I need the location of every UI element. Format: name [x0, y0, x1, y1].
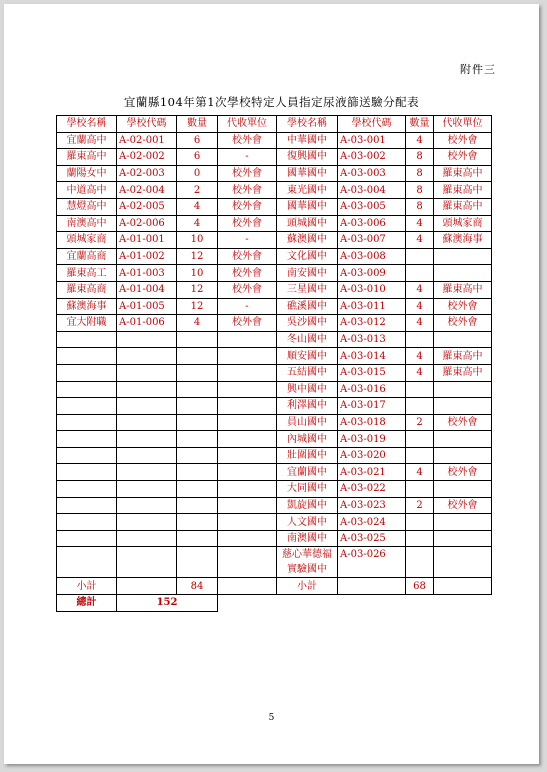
table-cell [117, 414, 177, 431]
table-row [57, 547, 492, 578]
document-title: 宜蘭縣104年第1次學校特定人員指定尿液篩送驗分配表 [123, 95, 420, 109]
table-cell [406, 481, 434, 498]
header-cell: 數量 [177, 116, 218, 133]
table-cell: 大同國中 [277, 481, 338, 498]
table-cell: 國華國中 [277, 165, 338, 182]
table-cell: A-03-006 [338, 215, 406, 232]
table-cell [434, 481, 492, 498]
table-row [57, 298, 492, 315]
header-cell: 學校名稱 [57, 116, 117, 133]
table-cell [218, 497, 277, 514]
table-cell [177, 398, 218, 415]
table-cell [177, 497, 218, 514]
table-row [57, 431, 492, 448]
table-cell: A-03-013 [338, 331, 406, 348]
table-cell [117, 364, 177, 381]
table-row [57, 232, 492, 249]
table-cell: 慧燈高中 [57, 198, 117, 215]
table-cell: 宜大附職 [57, 315, 117, 332]
table-cell [218, 331, 277, 348]
table-cell: A-03-026 [338, 547, 406, 578]
table-cell [177, 331, 218, 348]
table-cell: 復興國中 [277, 149, 338, 166]
table-cell: A-02-004 [117, 182, 177, 199]
table-cell: 4 [177, 215, 218, 232]
table-cell: A-03-009 [338, 265, 406, 282]
table-cell: 校外會 [434, 464, 492, 481]
table-cell: A-03-021 [338, 464, 406, 481]
table-cell [177, 464, 218, 481]
table-cell: 東光國中 [277, 182, 338, 199]
table-row [57, 514, 492, 531]
table-cell [57, 464, 117, 481]
allocation-table [56, 115, 492, 612]
table-cell: 校外會 [218, 281, 277, 298]
table-cell [406, 248, 434, 265]
table-cell [406, 431, 434, 448]
table-cell: 12 [177, 248, 218, 265]
table-cell: A-03-018 [338, 414, 406, 431]
table-cell [117, 497, 177, 514]
table-cell [177, 414, 218, 431]
table-cell [338, 578, 406, 595]
table-cell [406, 514, 434, 531]
table-cell: 4 [406, 298, 434, 315]
table-row [57, 381, 492, 398]
table-cell: 興中國中 [277, 381, 338, 398]
school-name-line: 實驗國中 [287, 564, 327, 576]
table-cell: 頭城家商 [434, 215, 492, 232]
table-cell: A-03-010 [338, 281, 406, 298]
table-cell: 6 [177, 149, 218, 166]
table-cell [406, 265, 434, 282]
table-cell [57, 547, 117, 578]
table-row [57, 348, 492, 365]
table-cell: 冬山國中 [277, 331, 338, 348]
table-row [57, 497, 492, 514]
table-cell [177, 481, 218, 498]
table-cell: 校外會 [218, 198, 277, 215]
table-cell [117, 514, 177, 531]
table-cell: 羅東高中 [434, 348, 492, 365]
table-cell: 文化國中 [277, 248, 338, 265]
table-row [57, 315, 492, 332]
table-row [57, 198, 492, 215]
table-cell [57, 530, 117, 547]
table-cell: 8 [406, 198, 434, 215]
table-cell [434, 578, 492, 595]
table-row [57, 364, 492, 381]
table-cell: 校外會 [218, 248, 277, 265]
table-cell: 五結國中 [277, 364, 338, 381]
table-cell [177, 431, 218, 448]
table-cell: A-03-011 [338, 298, 406, 315]
table-cell: 凱旋國中 [277, 497, 338, 514]
table-cell: 中華國中 [277, 132, 338, 149]
table-row [57, 530, 492, 547]
table-cell: A-03-003 [338, 165, 406, 182]
header-cell: 數量 [406, 116, 434, 133]
table-cell [218, 398, 277, 415]
table-cell [434, 265, 492, 282]
table-cell: A-03-001 [338, 132, 406, 149]
table-cell: 內城國中 [277, 431, 338, 448]
table-cell [406, 530, 434, 547]
table-cell: 10 [177, 232, 218, 249]
header-cell: 學校代碼 [338, 116, 406, 133]
table-cell: A-01-006 [117, 315, 177, 332]
table-cell: 2 [406, 414, 434, 431]
table-cell: 員山國中 [277, 414, 338, 431]
table-cell [218, 447, 277, 464]
table-cell: A-02-005 [117, 198, 177, 215]
table-cell: 羅東高中 [57, 149, 117, 166]
table-cell: 校外會 [434, 497, 492, 514]
table-cell [434, 248, 492, 265]
table-cell [57, 381, 117, 398]
table-cell: 羅東高中 [434, 182, 492, 199]
table-cell [117, 447, 177, 464]
table-cell: A-03-002 [338, 149, 406, 166]
school-name-line: 慈心華德福 [282, 549, 332, 561]
table-cell [117, 331, 177, 348]
table-cell: 校外會 [218, 265, 277, 282]
table-cell [218, 514, 277, 531]
table-cell: A-03-012 [338, 315, 406, 332]
table-cell: 8 [406, 149, 434, 166]
table-cell [218, 578, 277, 595]
header-cell: 學校代碼 [117, 116, 177, 133]
table-cell: A-01-004 [117, 281, 177, 298]
table-cell [57, 398, 117, 415]
table-cell: A-01-003 [117, 265, 177, 282]
table-cell: A-03-014 [338, 348, 406, 365]
table-cell: 4 [177, 315, 218, 332]
table-cell: 校外會 [434, 132, 492, 149]
table-cell: 羅東高中 [434, 364, 492, 381]
table-cell: 蘇澳海事 [57, 298, 117, 315]
table-cell: 蘇澳海事 [434, 232, 492, 249]
table-cell: 南安國中 [277, 265, 338, 282]
table-cell [117, 381, 177, 398]
table-cell: 校外會 [218, 182, 277, 199]
table-cell: 8 [406, 165, 434, 182]
table-row [57, 464, 492, 481]
table-cell [177, 547, 218, 578]
total-row [57, 595, 492, 612]
table-row [57, 414, 492, 431]
table-cell: 10 [177, 265, 218, 282]
table-cell: 礁溪國中 [277, 298, 338, 315]
table-cell: A-03-008 [338, 248, 406, 265]
table-cell [117, 530, 177, 547]
table-cell [406, 447, 434, 464]
table-cell: A-03-023 [338, 497, 406, 514]
table-cell: 4 [406, 364, 434, 381]
table-cell [57, 497, 117, 514]
document-page [4, 4, 539, 764]
table-cell: 蘭陽女中 [57, 165, 117, 182]
table-cell [117, 481, 177, 498]
table-cell: 校外會 [434, 414, 492, 431]
table-cell: 4 [406, 132, 434, 149]
table-cell: 利澤國中 [277, 398, 338, 415]
table-row [57, 481, 492, 498]
page-number: 5 [268, 713, 275, 723]
table-cell [57, 447, 117, 464]
table-cell: 4 [406, 232, 434, 249]
table-cell [218, 364, 277, 381]
table-cell: 4 [406, 315, 434, 332]
table-cell: 宜蘭國中 [277, 464, 338, 481]
total-value: 152 [117, 595, 218, 612]
table-cell [406, 547, 434, 578]
table-cell [406, 331, 434, 348]
table-cell [434, 547, 492, 578]
table-row [57, 331, 492, 348]
table-cell: A-03-016 [338, 381, 406, 398]
table-cell: A-03-017 [338, 398, 406, 415]
subtotal-value: 84 [177, 578, 218, 595]
table-row [57, 398, 492, 415]
table-cell: 12 [177, 281, 218, 298]
table-cell: A-02-003 [117, 165, 177, 182]
table-row [57, 265, 492, 282]
table-cell: 校外會 [218, 132, 277, 149]
table-cell [57, 431, 117, 448]
table-cell [434, 447, 492, 464]
table-cell: A-03-024 [338, 514, 406, 531]
subtotal-value: 68 [406, 578, 434, 595]
table-cell: 國華國中 [277, 198, 338, 215]
table-cell: A-03-007 [338, 232, 406, 249]
table-cell [57, 364, 117, 381]
table-row [57, 149, 492, 166]
table-cell: 三星國中 [277, 281, 338, 298]
table-row [57, 132, 492, 149]
table-cell: 宜蘭高商 [57, 248, 117, 265]
table-cell: A-03-025 [338, 530, 406, 547]
table-cell: A-01-005 [117, 298, 177, 315]
table-cell [218, 414, 277, 431]
table-cell [177, 348, 218, 365]
table-cell: A-03-022 [338, 481, 406, 498]
table-cell: 2 [177, 182, 218, 199]
table-cell: 頭城家商 [57, 232, 117, 249]
table-cell: 6 [177, 132, 218, 149]
subtotal-label: 小計 [277, 578, 338, 595]
table-cell: 4 [406, 464, 434, 481]
table-cell: 校外會 [218, 315, 277, 332]
table-cell: 4 [177, 198, 218, 215]
table-cell [434, 514, 492, 531]
table-cell: A-03-020 [338, 447, 406, 464]
table-cell [117, 398, 177, 415]
table-cell [117, 464, 177, 481]
table-cell: A-02-006 [117, 215, 177, 232]
table-row [57, 281, 492, 298]
table-cell: A-03-015 [338, 364, 406, 381]
table-cell [57, 414, 117, 431]
table-cell: 4 [406, 348, 434, 365]
table-cell: 校外會 [218, 215, 277, 232]
table-cell: 4 [406, 215, 434, 232]
table-cell [57, 514, 117, 531]
table-cell [406, 398, 434, 415]
table-cell [434, 381, 492, 398]
table-cell [218, 530, 277, 547]
header-cell: 代收單位 [218, 116, 277, 133]
table-cell: 人文國中 [277, 514, 338, 531]
table-cell [117, 578, 177, 595]
subtotal-row [57, 578, 492, 595]
table-cell [434, 331, 492, 348]
table-row [57, 165, 492, 182]
table-cell: 校外會 [434, 149, 492, 166]
table-cell: 南澳國中 [277, 530, 338, 547]
header-cell: 代收單位 [434, 116, 492, 133]
table-cell: A-02-002 [117, 149, 177, 166]
table-cell: A-03-019 [338, 431, 406, 448]
table-cell: 12 [177, 298, 218, 315]
table-cell: 羅東高工 [57, 265, 117, 282]
table-cell [177, 530, 218, 547]
table-cell [57, 481, 117, 498]
table-cell: A-03-005 [338, 198, 406, 215]
table-cell: 南澳高中 [57, 215, 117, 232]
table-cell [218, 431, 277, 448]
table-cell [218, 464, 277, 481]
table-cell [117, 348, 177, 365]
table-cell: 2 [406, 497, 434, 514]
table-cell: - [218, 232, 277, 249]
table-cell: 羅東高商 [57, 281, 117, 298]
table-cell: - [218, 149, 277, 166]
table-cell: 宜蘭高中 [57, 132, 117, 149]
table-cell: 羅東高中 [434, 281, 492, 298]
table-cell [57, 348, 117, 365]
table-cell [218, 547, 277, 578]
table-cell: 4 [406, 281, 434, 298]
table-cell: 羅東高中 [434, 165, 492, 182]
table-cell [218, 381, 277, 398]
table-cell: A-01-001 [117, 232, 177, 249]
total-label: 總計 [57, 595, 117, 612]
table-cell [177, 381, 218, 398]
table-cell: - [218, 298, 277, 315]
table-cell [57, 331, 117, 348]
table-cell: 校外會 [434, 298, 492, 315]
table-cell: 羅東高中 [434, 198, 492, 215]
table-row [57, 248, 492, 265]
table-cell [117, 547, 177, 578]
table-cell [177, 447, 218, 464]
table-cell: 蘇澳國中 [277, 232, 338, 249]
table-cell: 8 [406, 182, 434, 199]
table-row [57, 447, 492, 464]
table-cell [406, 381, 434, 398]
table-cell: 順安國中 [277, 348, 338, 365]
header-row [57, 116, 492, 133]
table-cell: 校外會 [218, 165, 277, 182]
table-cell: 吳沙國中 [277, 315, 338, 332]
table-cell [434, 398, 492, 415]
table-cell: 校外會 [434, 315, 492, 332]
subtotal-label: 小計 [57, 578, 117, 595]
table-cell [177, 364, 218, 381]
table-cell [117, 431, 177, 448]
table-cell [434, 530, 492, 547]
table-cell: A-02-001 [117, 132, 177, 149]
table-cell [218, 481, 277, 498]
table-cell: 壯圍國中 [277, 447, 338, 464]
table-cell: A-03-004 [338, 182, 406, 199]
table-cell: 0 [177, 165, 218, 182]
table-cell: A-01-002 [117, 248, 177, 265]
table-row [57, 215, 492, 232]
table-row [57, 182, 492, 199]
annex-label: 附件三 [460, 63, 496, 76]
table-cell [434, 431, 492, 448]
table-cell: 頭城國中 [277, 215, 338, 232]
table-cell [177, 514, 218, 531]
school-name-cell [277, 547, 338, 578]
table-cell [218, 348, 277, 365]
table-cell: 中道高中 [57, 182, 117, 199]
header-cell: 學校名稱 [277, 116, 338, 133]
